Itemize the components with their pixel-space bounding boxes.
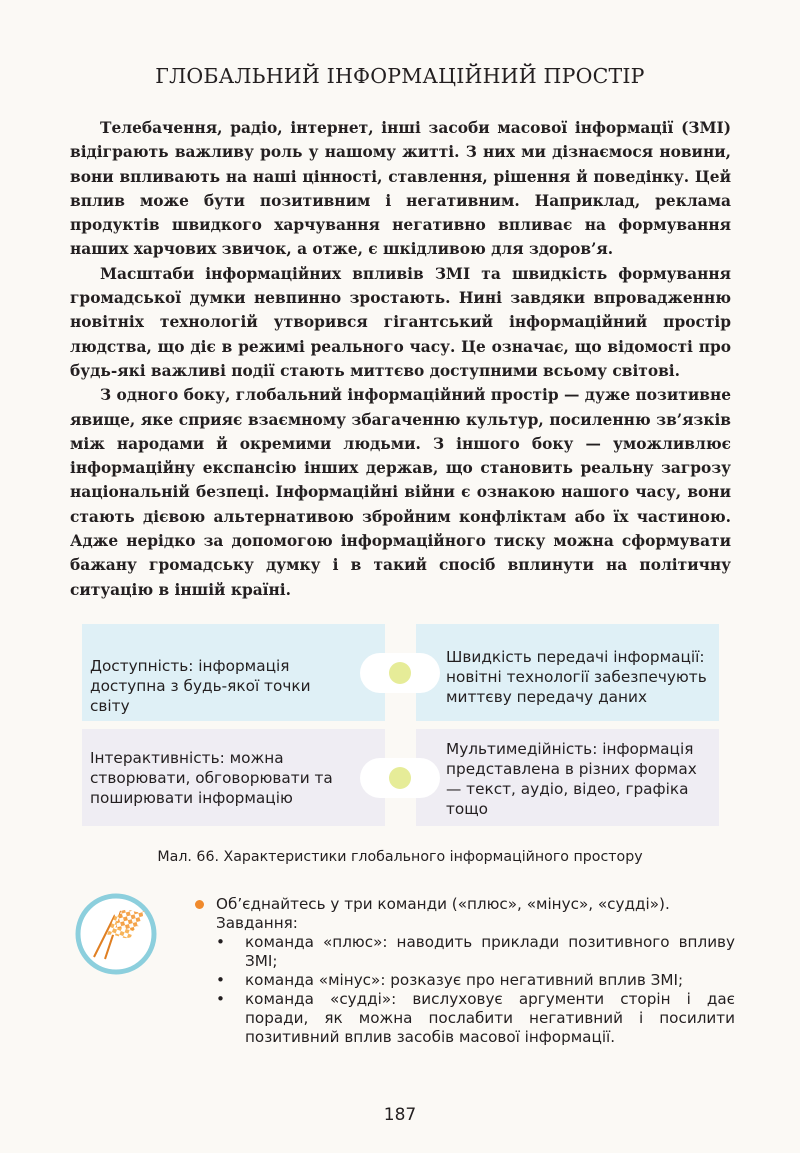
connector-dot <box>360 758 440 798</box>
task-lead <box>195 895 735 914</box>
page-title: ГЛОБАЛЬНИЙ ІНФОРМАЦІЙНИЙ ПРОСТІР <box>155 64 645 88</box>
paragraph: З одного боку, глобальний інформаційний простір — дуже позитивне явище, яке сприяє взаємному збагаченню культур, посиленню зв’язків між народами й окремими людьми. З іншого боку — уможливлює інформаційну експансію інших держав, що становить реальну загрозу національній безпеці. Інформаційні війни є ознакою нашого часу, вони стають дієвою альтернативою збройним конфліктам або їх частиною. Адже нерідко за допомогою інформаційного тиску можна сформувати бажану громадську думку і в такий спосіб вплинути на політичну ситуацію в іншій країні. <box>70 386 731 599</box>
figure-caption: Мал. 66. Характеристики глобального інформаційного простору <box>157 849 643 865</box>
page-number: 187 <box>383 1105 417 1125</box>
checkered-flags-icon <box>75 893 157 975</box>
diagram-cell-text: Доступність: інформація доступна з будь-якої точки світу <box>90 657 311 715</box>
list-item: • команда «мінус»: розказує про негативний вплив ЗМІ; <box>216 971 735 990</box>
list-item: • команда «плюс»: наводить приклади позитивного впливу ЗМІ; <box>216 933 735 971</box>
diagram-cell-interactivity <box>82 729 385 826</box>
connector-dot <box>360 653 440 693</box>
diagram-cell-accessibility <box>82 624 385 721</box>
bullet-dot-icon <box>195 900 204 909</box>
diagram-cell-text: Інтерактивність: можна створювати, обговорювати та поширювати інформацію <box>90 749 333 807</box>
paragraph: Телебачення, радіо, інтернет, інші засоби масової інформації (ЗМІ) відіграють важливу роль у нашому житті. З них ми дізнаємося новини, вони впливають на наші цінності, ставлення, рішення й поведінку. Цей вплив може бути позитивним і негативним. Наприклад, реклама продуктів швидкого харчування негативно впливає на формування наших харчових звичок, а отже, є шкідливою для здоров’я. <box>70 119 731 259</box>
diagram-cell-multimedia <box>416 729 719 826</box>
diagram-cell-text: Мультимедійність: інформація представлена в різних формах — текст, аудіо, відео, графіка тощо <box>446 740 697 818</box>
task-lead-text: Об’єднайтесь у три команди («плюс», «мінус», «судді»). <box>216 895 670 913</box>
diagram-cell-speed <box>416 624 719 721</box>
task-block <box>195 895 735 1047</box>
diagram-cell-text: Швидкість передачі інформації: новітні технології забезпечують миттєву передачу даних <box>446 648 707 706</box>
paragraph: Масштаби інформаційних впливів ЗМІ та швидкість формування громадської думки невпинно зростають. Нині завдяки впровадженню новітніх технологій утворився гігантський інформаційний простір людства, що діє в режимі реального часу. Це означає, що відомості про будь-які важливі події стають миттєво доступними всьому світові. <box>70 264 731 380</box>
task-label: Завдання: <box>216 914 298 932</box>
list-item: • команда «судді»: вислуховує аргументи сторін і дає поради, як можна послабити негативний і посилити позитивний вплив засобів масової інформації. <box>216 990 735 1047</box>
task-list <box>195 933 735 1047</box>
main-text <box>70 116 731 602</box>
